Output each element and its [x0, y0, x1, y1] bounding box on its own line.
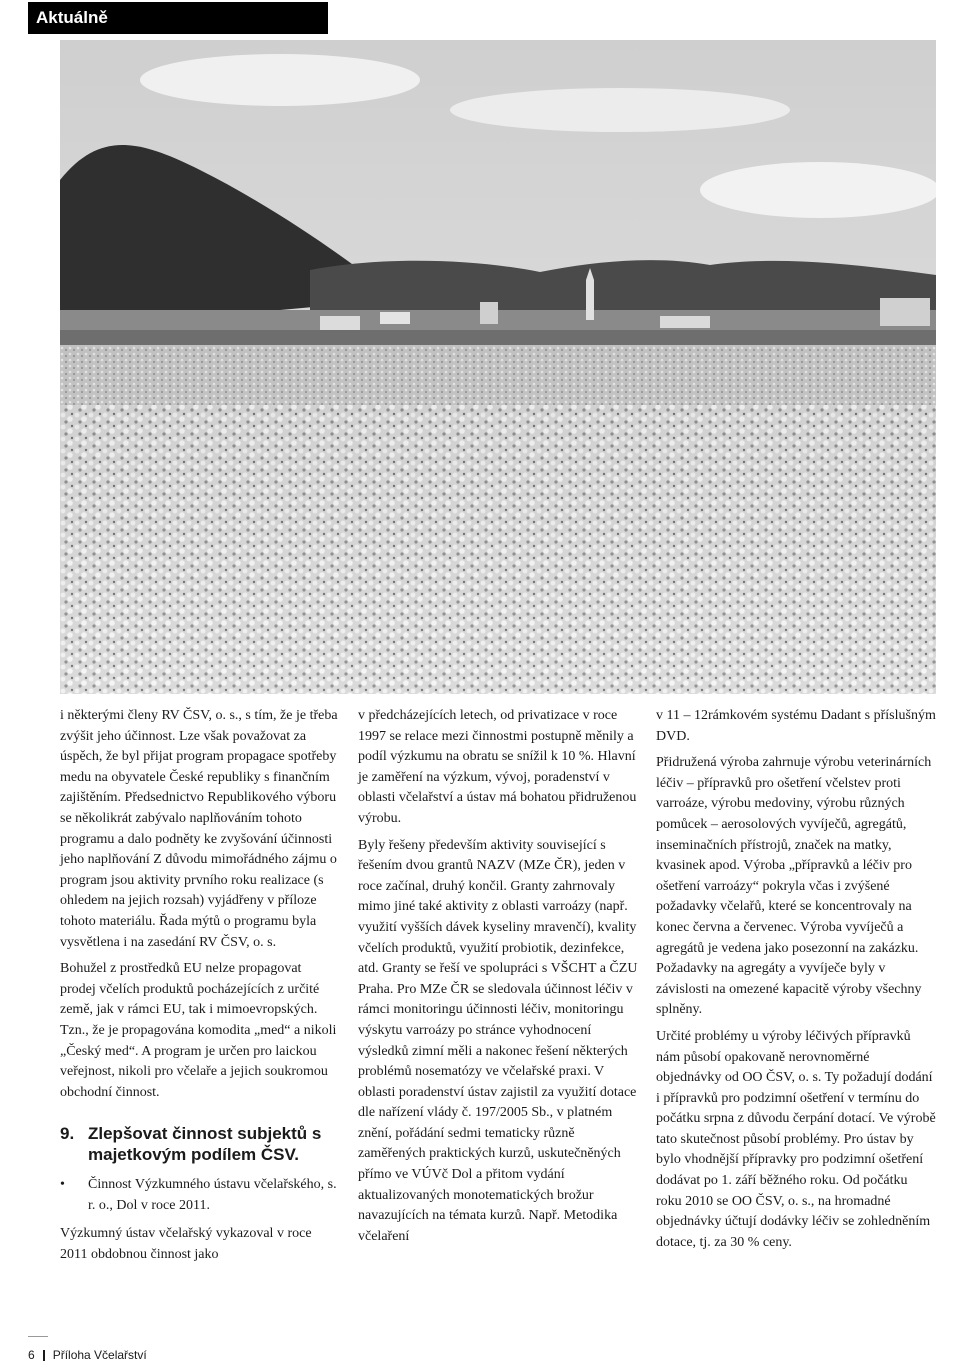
bullet-text: Činnost Výzkumného ústavu včelařského, s. r. o., Dol v roce 2011. [88, 1177, 337, 1213]
section-heading-text: Zlepšovat činnost subjektů s majetkovým podílem ČSV. [88, 1124, 322, 1165]
paragraph: Přidružená výroba zahrnuje výrobu veterinárních léčiv – přípravků pro ošetření včelstev proti varroáze, výrobu medoviny, výrobu různých pomůcek – aerosolových vyvíječů, agregátů, inseminačních přístrojů, značek na matky, kvasinek apod. Výroba „přípravků a léčiv pro ošetření varroázy“ pokryla včas i zvýšené požadavky včelařů, které se koncentrovaly na konec června a červenec. Výroba vyvíječů a agregátů je vedena jako posezonní na zakázku. Požadavky na agregáty a vyvíječe byly v závislosti na omezené kapacitě výroby všechny splněny. [656, 755, 932, 1018]
page-footer [28, 1348, 147, 1362]
paragraph: i některými členy RV ČSV, o. s., s tím, že je třeba zvýšit jeho účinnost. Lze však považovat za úspěch, že byl přijat program propagace spotřeby medu na obyvatele České republiky s finančním zajištěním. Předsednictvo Republikového výboru se několikrát zabývalo naplňováním tohoto programu a dalo podněty ke zvyšování účinnosti jeho naplňování Z důvodu mimořádného zájmu o program jsou aktivity prvního roku realizace (s ohledem na jejich rozsah) vyjádřeny v příloze tohoto materiálu. Řada mýtů o programu byla vysvětlena i na zasedání RV ČSV, o. s. [60, 708, 338, 950]
text-column-2 [358, 706, 638, 1253]
section-heading [60, 1123, 340, 1165]
page-number: 6 [28, 1348, 35, 1362]
text-column-3 [656, 706, 936, 1259]
bullet-icon: • [60, 1177, 65, 1193]
paragraph: Byly řešeny především aktivity související s řešením dvou grantů NAZV (MZe ČR), jeden v roce začínal, druhý končil. Granty zahrnovaly mimo jiné také aktivity z oblasti varroázy (např. využití vyšších dávek kyseliny mravenčí), kvality včelích produktů, využití probiotik, dezinfekce, atd. Granty se řeší ve spolupráci s VŠCHT a ČZU Praha. Pro MZe ČR se sledovala účinnost léčiv v rámci monitoringu účinnosti léčiv, monitoringu výskytu varroázy po stránce vyhodnocení výsledků zimní měli a nakonec řešení některých problémů nosematózy ve včelařské praxi. V oblasti poradenství ústav zajistil za využití dotace dle nařízení vlády č. 197/2005 Sb., v platném znění, pořádání sedmi tematicky různě zaměřených praktických kurzů, uskutečněných přímo ve VÚVč Dol a přitom vydání aktualizovaných monotematických brožur navazujících na témata kurzů. Např. Metodika včelaření [358, 837, 638, 1244]
section-label: Aktuálně [28, 2, 328, 34]
paragraph: Bohužel z prostředků EU nelze propagovat prodej včelích produktů pocházejících z určité země, jak v rámci EU, tak i mimoevropských. Tzn., že je propagována komodita „med“ a nikoli „Český med“. A program je určen pro laickou veřejnost, nikoli pro včelaře a jejich soukromou obchodní činnost. [60, 961, 337, 1100]
paragraph: v předcházejících letech, od privatizace v roce 1997 se relace mezi činnostmi postupně měnily a podíl výzkumu na obratu se snížil k 10 %. Hlavní je zaměření na výzkum, vývoj, poradenství v oblasti včelařství a ústav má bohatou přidruženou výrobu. [358, 708, 637, 826]
landscape-photo-icon [60, 40, 936, 694]
paragraph: Výzkumný ústav včelařský vykazoval v roce 2011 obdobnou činnost jako [60, 1226, 312, 1263]
paragraph: v 11 – 12rámkovém systému Dadant s příslušným DVD. [656, 708, 936, 744]
rapeseed-field-photo [60, 40, 936, 694]
bullet-item [60, 1175, 340, 1216]
text-column-1 [60, 706, 340, 1272]
paragraph: Určité problémy u výroby léčivých přípravků nám působí opakovaně nerovnoměrné objednávky od OO ČSV, o. s. Ty požadují dodání i přípravků pro podzimní ošetření v termínu do počátku srpna z důvodu čerpání dotací. Ve výrobě tato skutečnost působí problémy. Pro ústav by bylo vhodnější přípravky pro podzimní ošetření dodávat po 1. září běžného roku. Od počátku roku 2010 se OO ČSV, o. s., na hromadné objednávky účtují dodávky léčiv se zohledněním dotace, tj. za 30 % ceny. [656, 1028, 936, 1250]
separator-icon [43, 1350, 45, 1361]
section-heading-number: 9. [60, 1124, 75, 1144]
publication-name: Příloha Včelařství [52, 1348, 147, 1362]
footer-rule [28, 1336, 48, 1337]
